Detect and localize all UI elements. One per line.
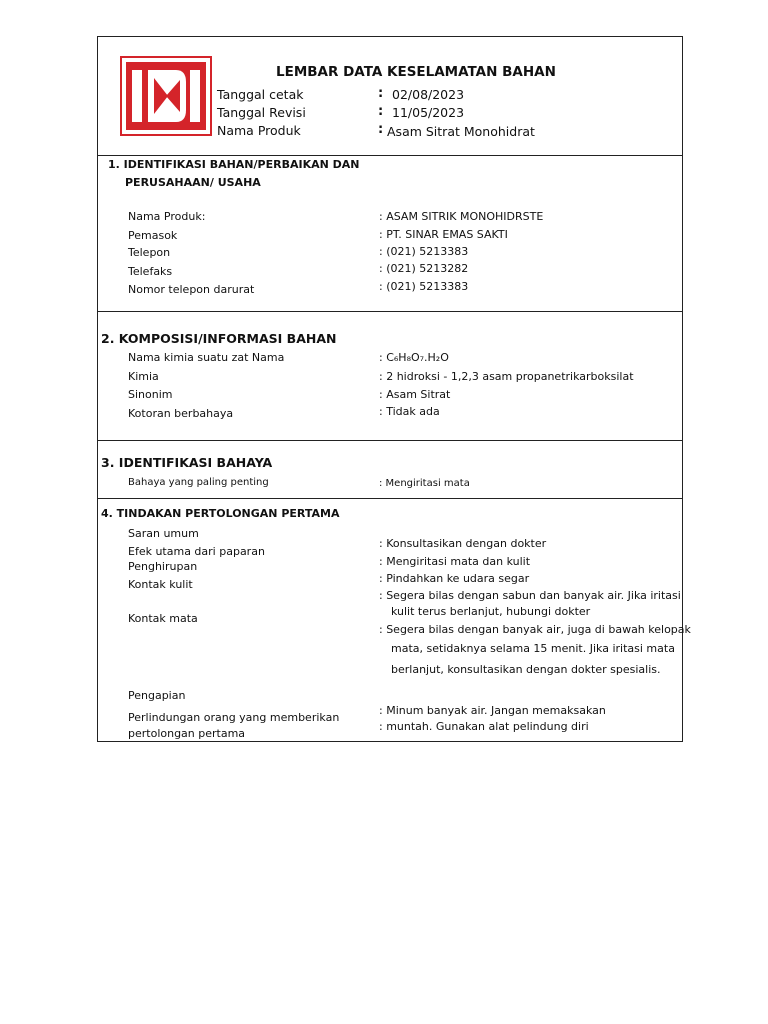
s1-value: : (021) 5213383 [379, 280, 469, 293]
s1-label: Telefaks [128, 265, 173, 278]
divider [97, 311, 683, 312]
section-3-title: 3. IDENTIFIKASI BAHAYA [101, 455, 273, 470]
divider [97, 155, 683, 156]
s1-label: Nomor telepon darurat [128, 283, 255, 296]
s1-label: Telepon [128, 246, 171, 259]
s1-value: : (021) 5213282 [379, 262, 469, 275]
s4-label: Pengapian [128, 689, 186, 702]
s2-value: : 2 hidroksi - 1,2,3 asam propanetrikarboksilat [379, 370, 634, 383]
s1-label: Nama Produk: [128, 210, 206, 223]
print-date-label: Tanggal cetak [217, 87, 304, 102]
revision-date-label: Tanggal Revisi [217, 105, 306, 120]
s1-value: : ASAM SITRIK MONOHIDRSTE [379, 210, 544, 223]
s1-label: Pemasok [128, 229, 178, 242]
document-title: LEMBAR DATA KESELAMATAN BAHAN [276, 64, 556, 80]
company-logo-icon [120, 56, 212, 136]
section-1-title: 1. IDENTIFIKASI BAHAN/PERBAIKAN DAN [108, 158, 360, 171]
s4-value: : Mengiritasi mata dan kulit [379, 555, 531, 568]
section-2-title: 2. KOMPOSISI/INFORMASI BAHAN [101, 331, 337, 346]
divider [97, 498, 683, 499]
revision-date-colon: : [378, 104, 384, 119]
s2-value: : C₆H₈O₇.H₂O [379, 351, 449, 364]
s4-value: : Minum banyak air. Jangan memaksakan [379, 704, 606, 717]
s4-label: pertolongan pertama [128, 727, 246, 740]
revision-date-value: 11/05/2023 [392, 105, 465, 120]
s4-value-cont: berlanjut, konsultasikan dengan dokter spesialis. [391, 663, 661, 676]
section-4-title: 4. TINDAKAN PERTOLONGAN PERTAMA [101, 507, 340, 520]
s4-value: : Segera bilas dengan banyak air, juga di bawah kelopak [379, 623, 691, 636]
s4-value-cont: kulit terus berlanjut, hubungi dokter [391, 605, 591, 618]
s3-label: Bahaya yang paling penting [128, 477, 269, 488]
s4-value: : Konsultasikan dengan dokter [379, 537, 547, 550]
s4-label: Saran umum [128, 527, 199, 540]
s1-value: : PT. SINAR EMAS SAKTI [379, 228, 508, 241]
s4-value: : muntah. Gunakan alat pelindung diri [379, 720, 589, 733]
s1-value: : (021) 5213383 [379, 245, 469, 258]
s4-label: Penghirupan [128, 560, 198, 573]
s4-label: Kontak mata [128, 612, 198, 625]
s2-label: Kotoran berbahaya [128, 407, 234, 420]
s2-value: : Asam Sitrat [379, 388, 451, 401]
print-date-colon: : [378, 86, 384, 101]
product-name-label: Nama Produk [217, 123, 301, 138]
s4-label: Kontak kulit [128, 578, 193, 591]
s2-label: Nama kimia suatu zat Nama [128, 351, 285, 364]
s2-value: : Tidak ada [379, 405, 440, 418]
print-date-value: 02/08/2023 [392, 87, 465, 102]
s4-value: : Segera bilas dengan sabun dan banyak air. Jika iritasi [379, 589, 681, 602]
product-name-colon: : [378, 122, 384, 137]
section-1-title-cont: PERUSAHAAN/ USAHA [125, 176, 261, 189]
s2-label: Kimia [128, 370, 159, 383]
product-name-value: Asam Sitrat Monohidrat [387, 124, 535, 139]
divider [97, 440, 683, 441]
s3-value: : Mengiritasi mata [379, 478, 470, 489]
s4-value: : Pindahkan ke udara segar [379, 572, 530, 585]
s4-label: Efek utama dari paparan [128, 545, 265, 558]
s2-label: Sinonim [128, 388, 173, 401]
s4-value-cont: mata, setidaknya selama 15 menit. Jika iritasi mata [391, 642, 675, 655]
s4-label: Perlindungan orang yang memberikan [128, 711, 340, 724]
